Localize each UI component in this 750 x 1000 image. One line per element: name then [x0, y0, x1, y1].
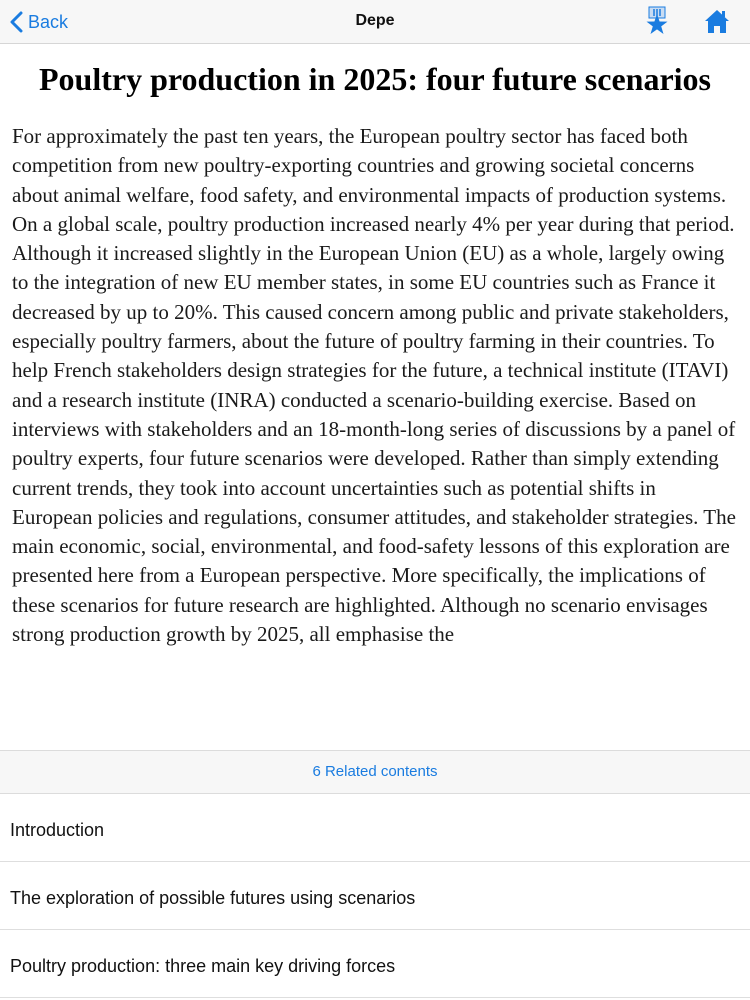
- page-title: Depe: [355, 12, 395, 29]
- back-label: Back: [28, 11, 69, 32]
- related-item-introduction[interactable]: Introduction: [0, 794, 750, 862]
- home-icon: [702, 6, 732, 36]
- related-contents-header[interactable]: 6 Related contents: [0, 750, 750, 794]
- star-bookmark-icon: [642, 6, 672, 36]
- related-contents-list: [0, 794, 750, 998]
- article-title: Poultry production in 2025: four future scenarios: [38, 61, 711, 97]
- related-item-driving-forces[interactable]: Poultry production: three main key driving forces: [0, 930, 750, 998]
- related-item-exploration[interactable]: The exploration of possible futures using scenarios: [0, 862, 750, 930]
- article-content: [0, 44, 750, 750]
- navigation-bar: [0, 0, 750, 44]
- favorite-button[interactable]: [642, 6, 672, 36]
- home-button[interactable]: [702, 6, 732, 36]
- article-abstract: For approximately the past ten years, the European poultry sector has faced both competition from new poultry-exporting countries and growing societal concerns about animal welfare, food safety, and environmental impacts of production systems. On a global scale, poultry production increased nearly 4% per year during that period. Although it increased slightly in the European Union (EU) as a whole, largely owing to the integration of new EU member states, in some EU countries such as France it decreased by up to 20%. This caused concern among public and private stakeholders, especially poultry farmers, about the future of poultry farming in their countries. To help French stakeholders design strategies for the future, a technical institute (ITAVI) and a research institute (INRA) conducted a scenario-building exercise. Based on interviews with stakeholders and an 18-month-long series of discussions by a panel of poultry experts, four future scenarios were developed. Rather than simply extending current trends, they took into account uncertainties such as potential shifts in European policies and regulations, consumer attitudes, and stakeholder strategies. The main economic, social, environmental, and food-safety lessons of this exploration are presented here from a European perspective. More specifically, the implications of these scenarios for future research are highlighted. Although no scenario envisages strong production growth by 2025, all emphasise the: [12, 124, 736, 647]
